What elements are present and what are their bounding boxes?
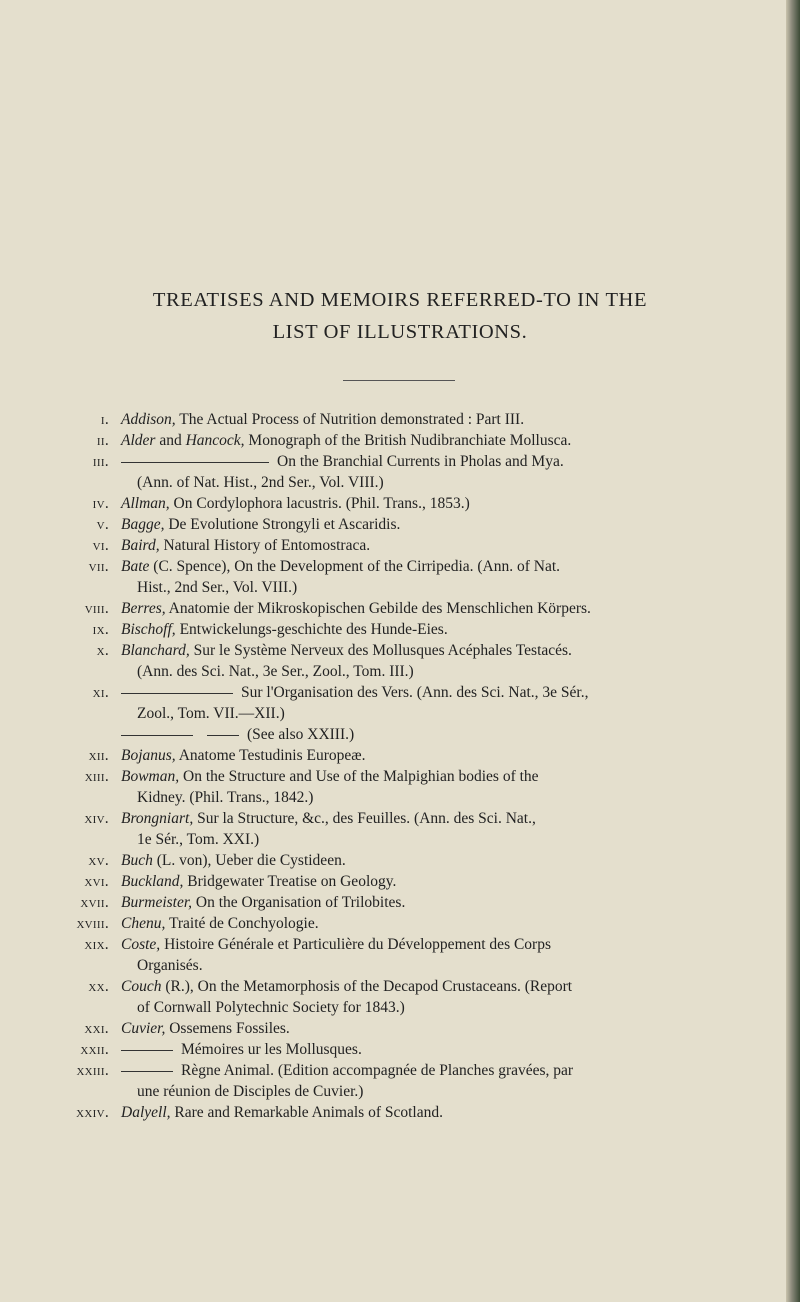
- page-subtitle: LIST OF ILLUSTRATIONS.: [272, 321, 528, 343]
- entry-author: Coste,: [121, 936, 161, 953]
- entry-number: xiv.: [84, 810, 109, 827]
- entry-text: De Evolutione Strongyli et Ascaridis.: [164, 516, 401, 533]
- entry-text: On the Structure and Use of the Malpighian bodies of the: [179, 768, 539, 785]
- list-item: [0, 535, 790, 556]
- entry-continuation: (Ann. des Sci. Nat., 3e Ser., Zool., Tom. III.): [137, 663, 414, 680]
- entry-text: Règne Animal. (Edition accompagnée de Planches gravées, par: [181, 1062, 574, 1079]
- entry-text: Sur le Système Nerveux des Mollusques Acéphales Testacés.: [189, 642, 572, 659]
- entry-number: xxiv.: [76, 1104, 109, 1121]
- entry-text: Anatome Testudinis Europeæ.: [175, 747, 366, 764]
- entry-text: Entwickelungs-geschichte des Hunde-Eies.: [175, 621, 448, 638]
- entry-number: vii.: [88, 558, 109, 575]
- entry-number: viii.: [84, 600, 109, 617]
- entry-text: The Actual Process of Nutrition demonstrated : Part III.: [175, 411, 525, 428]
- entry-text: Traité de Conchyologie.: [165, 915, 319, 932]
- entry-number: xvi.: [84, 873, 109, 890]
- title-rule: [343, 380, 455, 381]
- ditto-dash: [121, 693, 233, 694]
- entry-continuation: une réunion de Disciples de Cuvier.): [137, 1083, 364, 1100]
- book-spine-edge: [786, 0, 800, 1302]
- list-item: [0, 598, 790, 619]
- entry-author: Bischoff,: [121, 621, 176, 638]
- list-item: [0, 976, 790, 1018]
- entry-author: Alder: [121, 432, 156, 449]
- ditto-dash: [121, 1050, 173, 1051]
- entry-author: Bojanus,: [121, 747, 176, 764]
- list-item: [0, 556, 790, 598]
- entry-continuation: Organisés.: [137, 957, 203, 974]
- entry-text: Ossemens Fossiles.: [165, 1020, 290, 1037]
- page-title: TREATISES AND MEMOIRS REFERRED-TO IN THE: [152, 289, 648, 311]
- list-item: [0, 1102, 790, 1123]
- entry-number: xv.: [88, 852, 109, 869]
- list-item: [0, 682, 790, 724]
- cross-reference: (See also XXIII.): [247, 726, 355, 743]
- entry-author: Addison,: [121, 411, 176, 428]
- entry-continuation: 1e Sér., Tom. XXI.): [137, 831, 260, 848]
- entry-number: xx.: [88, 978, 109, 995]
- entry-author: Burmeister,: [121, 894, 193, 911]
- entry-number: xxiii.: [76, 1062, 109, 1079]
- list-item: [0, 892, 790, 913]
- reference-list: [0, 409, 790, 1123]
- entry-text: Monograph of the British Nudibranchiate Mollusca.: [244, 432, 572, 449]
- entry-number: i.: [100, 411, 109, 428]
- entry-continuation: Zool., Tom. VII.—XII.): [137, 705, 285, 722]
- entry-number: iv.: [92, 495, 109, 512]
- entry-number: xvii.: [80, 894, 109, 911]
- entry-number: xxi.: [84, 1020, 109, 1037]
- entry-continuation: Hist., 2nd Ser., Vol. VIII.): [137, 579, 298, 596]
- list-item: [0, 514, 790, 535]
- entry-author: Bowman,: [121, 768, 180, 785]
- entry-author: Couch: [121, 978, 162, 995]
- list-item: [0, 409, 790, 430]
- list-item: [0, 934, 790, 976]
- entry-text: On the Branchial Currents in Pholas and Mya.: [277, 453, 564, 470]
- entry-number: v.: [96, 516, 109, 533]
- entry-author: Baird,: [121, 537, 160, 554]
- list-item: [0, 1060, 790, 1102]
- entry-text: (C. Spence), On the Development of the Cirripedia. (Ann. of Nat.: [149, 558, 561, 575]
- entry-continuation: (Ann. of Nat. Hist., 2nd Ser., Vol. VIII.): [137, 474, 384, 491]
- entry-author: Allman,: [121, 495, 170, 512]
- entry-text: Rare and Remarkable Animals of Scotland.: [170, 1104, 443, 1121]
- entry-continuation: Kidney. (Phil. Trans., 1842.): [137, 789, 314, 806]
- list-item: [0, 451, 790, 493]
- entry-text: (L. von), Ueber die Cystideen.: [152, 852, 346, 869]
- entry-number: xviii.: [76, 915, 109, 932]
- entry-number: xiii.: [84, 768, 109, 785]
- entry-continuation: of Cornwall Polytechnic Society for 1843.): [137, 999, 405, 1016]
- entry-author: Buch: [121, 852, 153, 869]
- entry-author: Buckland,: [121, 873, 184, 890]
- ditto-dash: [121, 1071, 173, 1072]
- entry-number: x.: [96, 642, 109, 659]
- entry-coauthor: Hancock,: [185, 432, 245, 449]
- list-item: [0, 871, 790, 892]
- entry-author: Dalyell,: [121, 1104, 171, 1121]
- entry-text: Natural History of Entomostraca.: [159, 537, 371, 554]
- entry-author: Chenu,: [121, 915, 166, 932]
- entry-number: xi.: [92, 684, 109, 701]
- list-item: [0, 1039, 790, 1060]
- ditto-dash: [121, 735, 193, 736]
- entry-text: Histoire Générale et Particulière du Développement des Corps: [160, 936, 552, 953]
- entry-author: Cuvier,: [121, 1020, 166, 1037]
- entry-number: ii.: [96, 432, 109, 449]
- entry-number: xix.: [84, 936, 109, 953]
- list-item: [0, 493, 790, 514]
- entry-text: Mémoires ur les Mollusques.: [181, 1041, 362, 1058]
- ditto-dash: [207, 735, 239, 736]
- entry-number: ix.: [92, 621, 109, 638]
- entry-text: On Cordylophora lacustris. (Phil. Trans., 1853.): [169, 495, 470, 512]
- entry-author: Bate: [121, 558, 150, 575]
- entry-author: Berres,: [121, 600, 166, 617]
- entry-text: On the Organisation of Trilobites.: [192, 894, 406, 911]
- list-item: [0, 619, 790, 640]
- entry-text: Sur l'Organisation des Vers. (Ann. des Sci. Nat., 3e Sér.,: [241, 684, 589, 701]
- entry-conjunction: and: [155, 432, 186, 449]
- entry-author: Blanchard,: [121, 642, 190, 659]
- list-item: [0, 766, 790, 808]
- entry-author: Brongniart,: [121, 810, 194, 827]
- entry-number: xii.: [88, 747, 109, 764]
- list-item: [0, 640, 790, 682]
- entry-text: Bridgewater Treatise on Geology.: [183, 873, 397, 890]
- list-item: [0, 430, 790, 451]
- entry-text: Sur la Structure, &c., des Feuilles. (Ann. des Sci. Nat.,: [193, 810, 536, 827]
- entry-number: vi.: [92, 537, 109, 554]
- ditto-dash: [121, 462, 269, 463]
- entry-text: Anatomie der Mikroskopischen Gebilde des Menschlichen Körpers.: [165, 600, 591, 617]
- entry-text: (R.), On the Metamorphosis of the Decapod Crustaceans. (Report: [161, 978, 573, 995]
- entry-author: Bagge,: [121, 516, 165, 533]
- list-item: [0, 913, 790, 934]
- entry-number: xxii.: [80, 1041, 109, 1058]
- page-header: [40, 287, 760, 345]
- list-item: [0, 1018, 790, 1039]
- entry-number: iii.: [92, 453, 109, 470]
- list-item: [0, 724, 790, 745]
- list-item: [0, 745, 790, 766]
- list-item: [0, 850, 790, 871]
- list-item: [0, 808, 790, 850]
